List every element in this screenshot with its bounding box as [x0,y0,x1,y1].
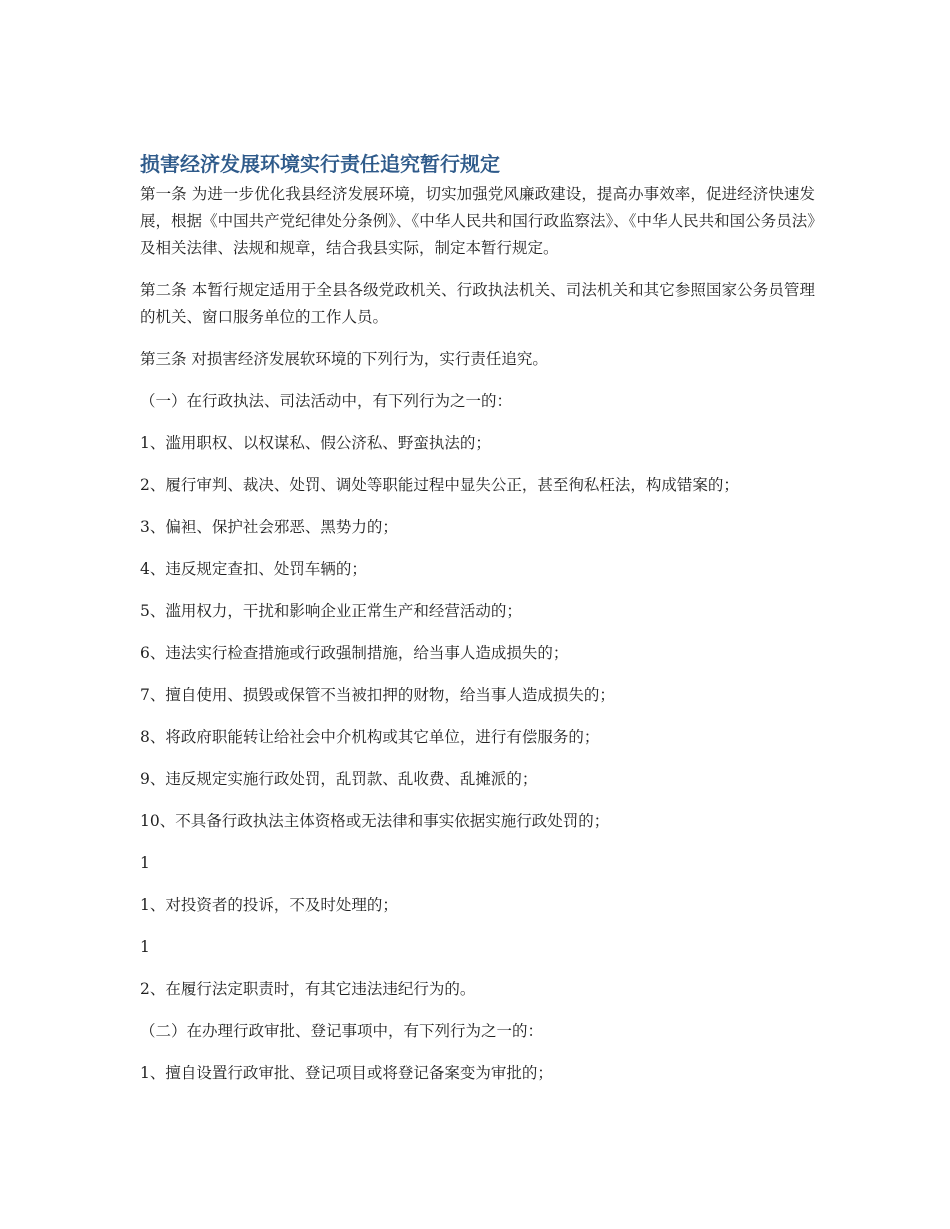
article-2: 第二条 本暂行规定适用于全县各级党政机关、行政执法机关、司法机关和其它参照国家公务员管理的机关、窗口服务单位的工作人员。 [140,281,815,326]
list-item: 8、将政府职能转让给社会中介机构或其它单位，进行有偿服务的； [140,728,600,746]
list-item: 3、偏袒、保护社会邪恶、黑势力的； [140,518,398,536]
list-item: 6、违法实行检查措施或行政强制措施，给当事人造成损失的； [140,644,569,662]
list-item: 2、履行审判、裁决、处罚、调处等职能过程中显失公正，甚至徇私枉法，构成错案的； [140,476,739,494]
list-item: 10、不具备行政执法主体资格或无法律和事实依据实施行政处罚的； [140,812,610,830]
list-item: 2、在履行法定职责时，有其它违法违纪行为的。 [140,980,476,998]
list-item: 4、违反规定查扣、处罚车辆的； [140,560,367,578]
list-item: 1、擅自设置行政审批、登记项目或将登记备案变为审批的； [140,1064,553,1082]
list-item: 1 [140,938,150,956]
document-title: 损害经济发展环境实行责任追究暂行规定 [140,152,500,176]
list-item: 1、滥用职权、以权谋私、假公济私、野蛮执法的； [140,434,491,452]
list-item: 5、滥用权力，干扰和影响企业正常生产和经营活动的； [140,602,522,620]
section-2-heading: （二）在办理行政审批、登记事项中，有下列行为之一的： [140,1022,544,1040]
article-1: 第一条 为进一步优化我县经济发展环境，切实加强党风廉政建设，提高办事效率，促进经济快速发展，根据《中国共产党纪律处分条例》、《中华人民共和国行政监察法》、《中华人民共和国公务员法》及相关法律、法规和规章，结合我县实际，制定本暂行规定。 [140,185,815,257]
document-body [140,148,815,1102]
list-item: 7、擅自使用、损毁或保管不当被扣押的财物，给当事人造成损失的； [140,686,615,704]
list-item: 9、违反规定实施行政处罚，乱罚款、乱收费、乱摊派的； [140,770,538,788]
list-item: 1、对投资者的投诉，不及时处理的； [140,896,398,914]
section-1-heading: （一）在行政执法、司法活动中，有下列行为之一的： [140,392,513,410]
list-item: 1 [140,854,150,872]
article-3: 第三条 对损害经济发展软环境的下列行为，实行责任追究。 [140,350,548,368]
